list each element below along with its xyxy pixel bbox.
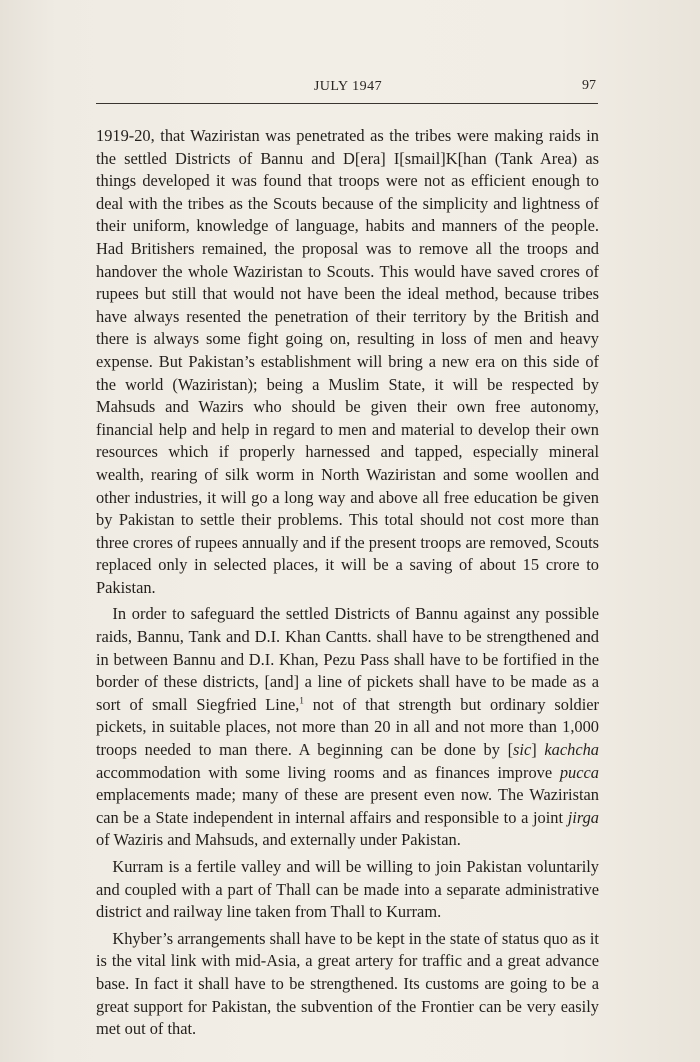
- paragraph-3-text: Kurram is a fertile valley and will be willing to join Pakistan voluntarily and coupled with a part of Thall can be made into a separate administrative district and railway line taken from Thall to Kurram.: [96, 857, 599, 922]
- paragraph-2-text-b: not of that strength but ordinary soldier pickets, in suitable places, not more than 20 in all and not more than 1,000 troops needed to man there. A beginning can be done by [: [96, 694, 599, 760]
- header-rule: [96, 103, 598, 104]
- paragraph-3: [96, 856, 599, 924]
- pucca-term: pucca: [559, 762, 599, 782]
- running-head: [96, 75, 600, 99]
- paragraph-1: [96, 125, 599, 599]
- body-text: [96, 125, 599, 1041]
- paragraph-1-text: 1919-20, that Waziristan was penetrated as the tribes were making raids in the settled Districts of Bannu and D[era] I[smail]K[han (Tank Area) as things developed it was found that troops were not as efficient enough to deal with the tribes as the Scouts because of the simplicity and lightness of their uniform, knowledge of language, habits and manners of the people. Had Britishers remained, the proposal was to remove all the troops and handover the whole Waziristan to Scouts. This would have saved crores of rupees but still that would not have been the ideal method, because tribes have always resented the penetration of their territory by the British and there is always some fight going on, resulting in loss of men and heavy expense. But Pakistan’s establishment will bring a new era on this side of the world (Waziristan); being a Muslim State, it will be respected by Mahsuds and Wazirs who should be given their own free autonomy, financial help and help in regard to men and material to develop their own resources which if properly harnessed and tapped, especially mineral wealth, rearing of silk worm in North Waziristan and some woollen and other industries, it will go a long way and above all free education be given by Pakistan to settle their problems. This total should not cost more than three crores of rupees annually and if the present troops are removed, Scouts replaced only in selected places, it will be a saving of about 15 crore to Pakistan.: [96, 126, 599, 597]
- paragraph-2-text-e: emplacements made; many of these are present even now. The Waziristan can be a State independent in internal affairs and responsible to a joint: [96, 785, 599, 827]
- kachcha-term: kachcha: [544, 740, 599, 760]
- footnote-mark: 1: [299, 695, 304, 706]
- paragraph-2-text-c: ]: [531, 740, 545, 760]
- paragraph-4: [96, 928, 599, 1041]
- paragraph-2: [96, 603, 599, 852]
- running-head-title: JULY 1947: [313, 79, 383, 94]
- paragraph-4-text: Khyber’s arrangements shall have to be kept in the state of status quo as it is the vital link with mid-Asia, a great artery for traffic and a great advance base. In fact it shall have to be strengthened. Its customs are going to be a great support for Pakistan, the subvention of the Frontier can be very easily met out of that.: [96, 928, 599, 1039]
- paragraph-2-text-f: of Waziris and Mahsuds, and externally under Pakistan.: [96, 830, 461, 850]
- paragraph-2-text-d: accommodation with some living rooms and as finances improve: [96, 762, 560, 782]
- jirga-term: jirga: [567, 807, 599, 827]
- paragraph-2-text-a: In order to safeguard the settled Districts of Bannu against any possible raids, Bannu, Tank and D.I. Khan Cantts. shall have to be strengthened and in between Bannu and D.I. Khan, Pezu Pass shall have to be fortified in the border of these districts, [and] a line of pickets shall have to be made as a sort of small Siegfried Line,: [96, 604, 599, 714]
- page-number: 97: [582, 78, 596, 93]
- sic-term: sic: [513, 740, 532, 760]
